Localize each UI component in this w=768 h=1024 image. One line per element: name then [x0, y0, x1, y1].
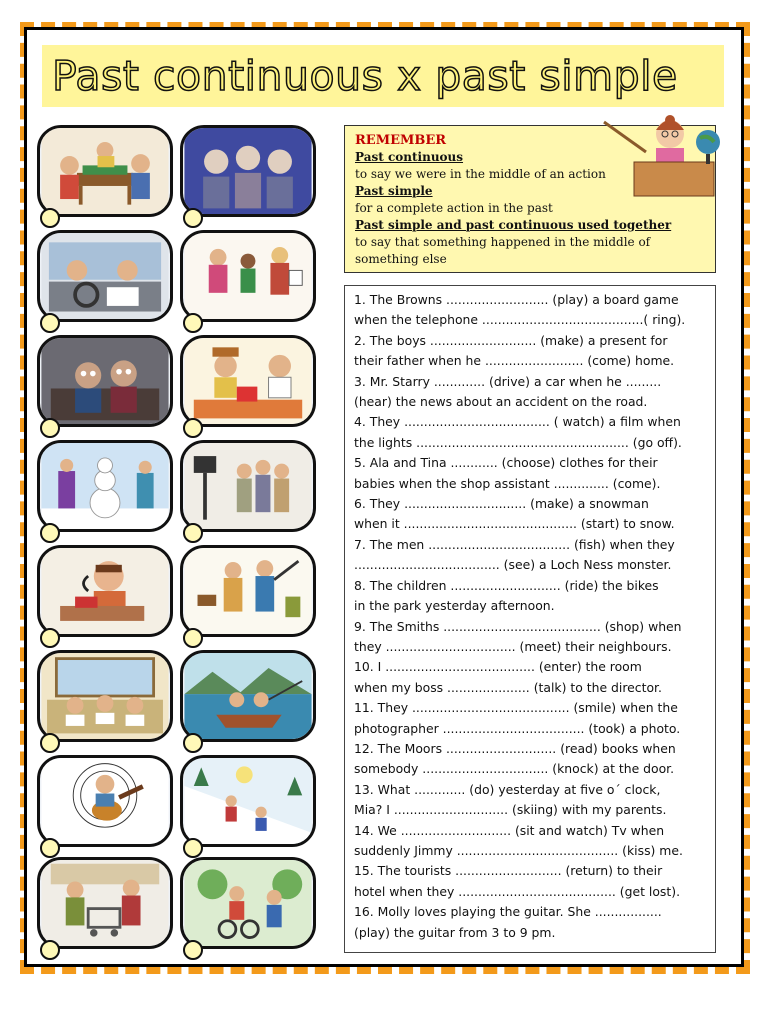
exercise-line: when the telephone .........................................( ring). [354, 312, 686, 328]
exercise-line: 10. I ...................................... (enter) the room [354, 659, 642, 675]
exercise-line: 15. The tourists ........................... (return) to their [354, 863, 663, 879]
picture-making-present-boys [180, 335, 316, 427]
past-continuous-text: to say we were in the middle of an action [355, 167, 606, 181]
together-text: to say that something happened in the middle of [355, 235, 651, 249]
exercise-line: 1. The Browns .......................... (play) a board game [354, 292, 679, 307]
page-title: Past continuous x past simple [52, 52, 678, 100]
exercise-line: (hear) the news about an accident on the road. [354, 394, 648, 410]
answer-circle[interactable] [40, 313, 60, 333]
answer-circle[interactable] [40, 628, 60, 648]
answer-circle[interactable] [183, 940, 203, 960]
exercise-line: 3. Mr. Starry ............. (drive) a car when he ......... [354, 373, 662, 389]
past-simple-label: Past simple [355, 184, 433, 198]
exercise-line: 2. The boys ........................... (make) a present for [354, 332, 668, 348]
picture-snowman-kids [37, 440, 173, 532]
exercise-line: in the park yesterday afternoon. [354, 598, 555, 614]
exercise-line: the lights ...................................................... (go off). [354, 434, 682, 450]
picture-family-shopping-cart [37, 857, 173, 949]
picture-skiers-slope [180, 755, 316, 847]
answer-circle[interactable] [40, 523, 60, 543]
picture-shopping-family [180, 230, 316, 322]
answer-circle[interactable] [183, 208, 203, 228]
exercise-line: suddenly Jimmy ......................................... (kiss) me. [354, 842, 683, 858]
picture-girl-playing-guitar [37, 755, 173, 847]
exercise-line: when it ............................................ (start) to snow. [354, 516, 675, 532]
exercise-line: 12. The Moors ............................ (read) books when [354, 740, 676, 756]
answer-circle[interactable] [40, 940, 60, 960]
picture-car-driving [37, 230, 173, 322]
exercise-line: 8. The children ............................ (ride) the bikes [354, 577, 659, 593]
picture-cinema-audience [180, 125, 316, 217]
exercise-line: their father when he ......................... (come) home. [354, 353, 675, 369]
exercise-line: (play) the guitar from 3 to 9 pm. [354, 924, 556, 940]
exercise-line: 7. The men .................................... (fish) when they [354, 536, 675, 552]
picture-tourists-pointing [180, 545, 316, 637]
answer-circle[interactable] [183, 733, 203, 753]
remember-heading: REMEMBER [355, 133, 447, 148]
teacher-illustration [600, 112, 730, 200]
picture-board-game-family [37, 125, 173, 217]
picture-fishermen-boat [180, 650, 316, 742]
exercise-line: 9. The Smiths ........................................ (shop) when [354, 618, 682, 634]
exercise-line: babies when the shop assistant .............. (come). [354, 475, 661, 491]
answer-circle[interactable] [183, 838, 203, 858]
exercise-line: 16. Molly loves playing the guitar. She ................. [354, 904, 662, 920]
picture-man-on-telephone [37, 545, 173, 637]
answer-circle[interactable] [183, 313, 203, 333]
picture-family-reading-window [37, 650, 173, 742]
exercise-line: 4. They ..................................... ( watch) a film when [354, 414, 681, 430]
answer-circle[interactable] [40, 733, 60, 753]
picture-dark-cinema-couple [37, 335, 173, 427]
exercise-line: they ................................. (meet) their neighbours. [354, 638, 672, 654]
answer-circle[interactable] [40, 838, 60, 858]
past-simple-text: for a complete action in the past [355, 201, 553, 215]
exercise-line: 6. They ............................... (make) a snowman [354, 496, 649, 512]
exercise-line: 13. What ............. (do) yesterday at five o´ clock, [354, 781, 661, 797]
answer-circle[interactable] [40, 208, 60, 228]
answer-circle[interactable] [183, 523, 203, 543]
exercise-line: hotel when they ........................................ (get lost). [354, 883, 681, 899]
exercise-line: 11. They ........................................ (smile) when the [354, 700, 678, 716]
exercise-line: somebody ................................ (knock) at the door. [354, 761, 675, 777]
exercise-list [344, 285, 716, 953]
answer-circle[interactable] [183, 418, 203, 438]
picture-photographer-group [180, 440, 316, 532]
exercise-line: photographer .................................... (took) a photo. [354, 720, 681, 736]
picture-children-riding-bikes [180, 857, 316, 949]
exercise-line: 5. Ala and Tina ............ (choose) clothes for their [354, 455, 658, 471]
exercise-line: when my boss ..................... (talk) to the director. [354, 679, 662, 695]
answer-circle[interactable] [40, 418, 60, 438]
together-text: something else [355, 252, 447, 266]
together-label: Past simple and past continuous used together [355, 218, 672, 232]
past-continuous-label: Past continuous [355, 150, 464, 164]
exercise-line: Mia? I ............................. (skiing) with my parents. [354, 802, 667, 818]
exercise-line: ..................................... (see) a Loch Ness monster. [354, 557, 672, 573]
exercise-line: 14. We ............................ (sit and watch) Tv when [354, 822, 665, 838]
answer-circle[interactable] [183, 628, 203, 648]
